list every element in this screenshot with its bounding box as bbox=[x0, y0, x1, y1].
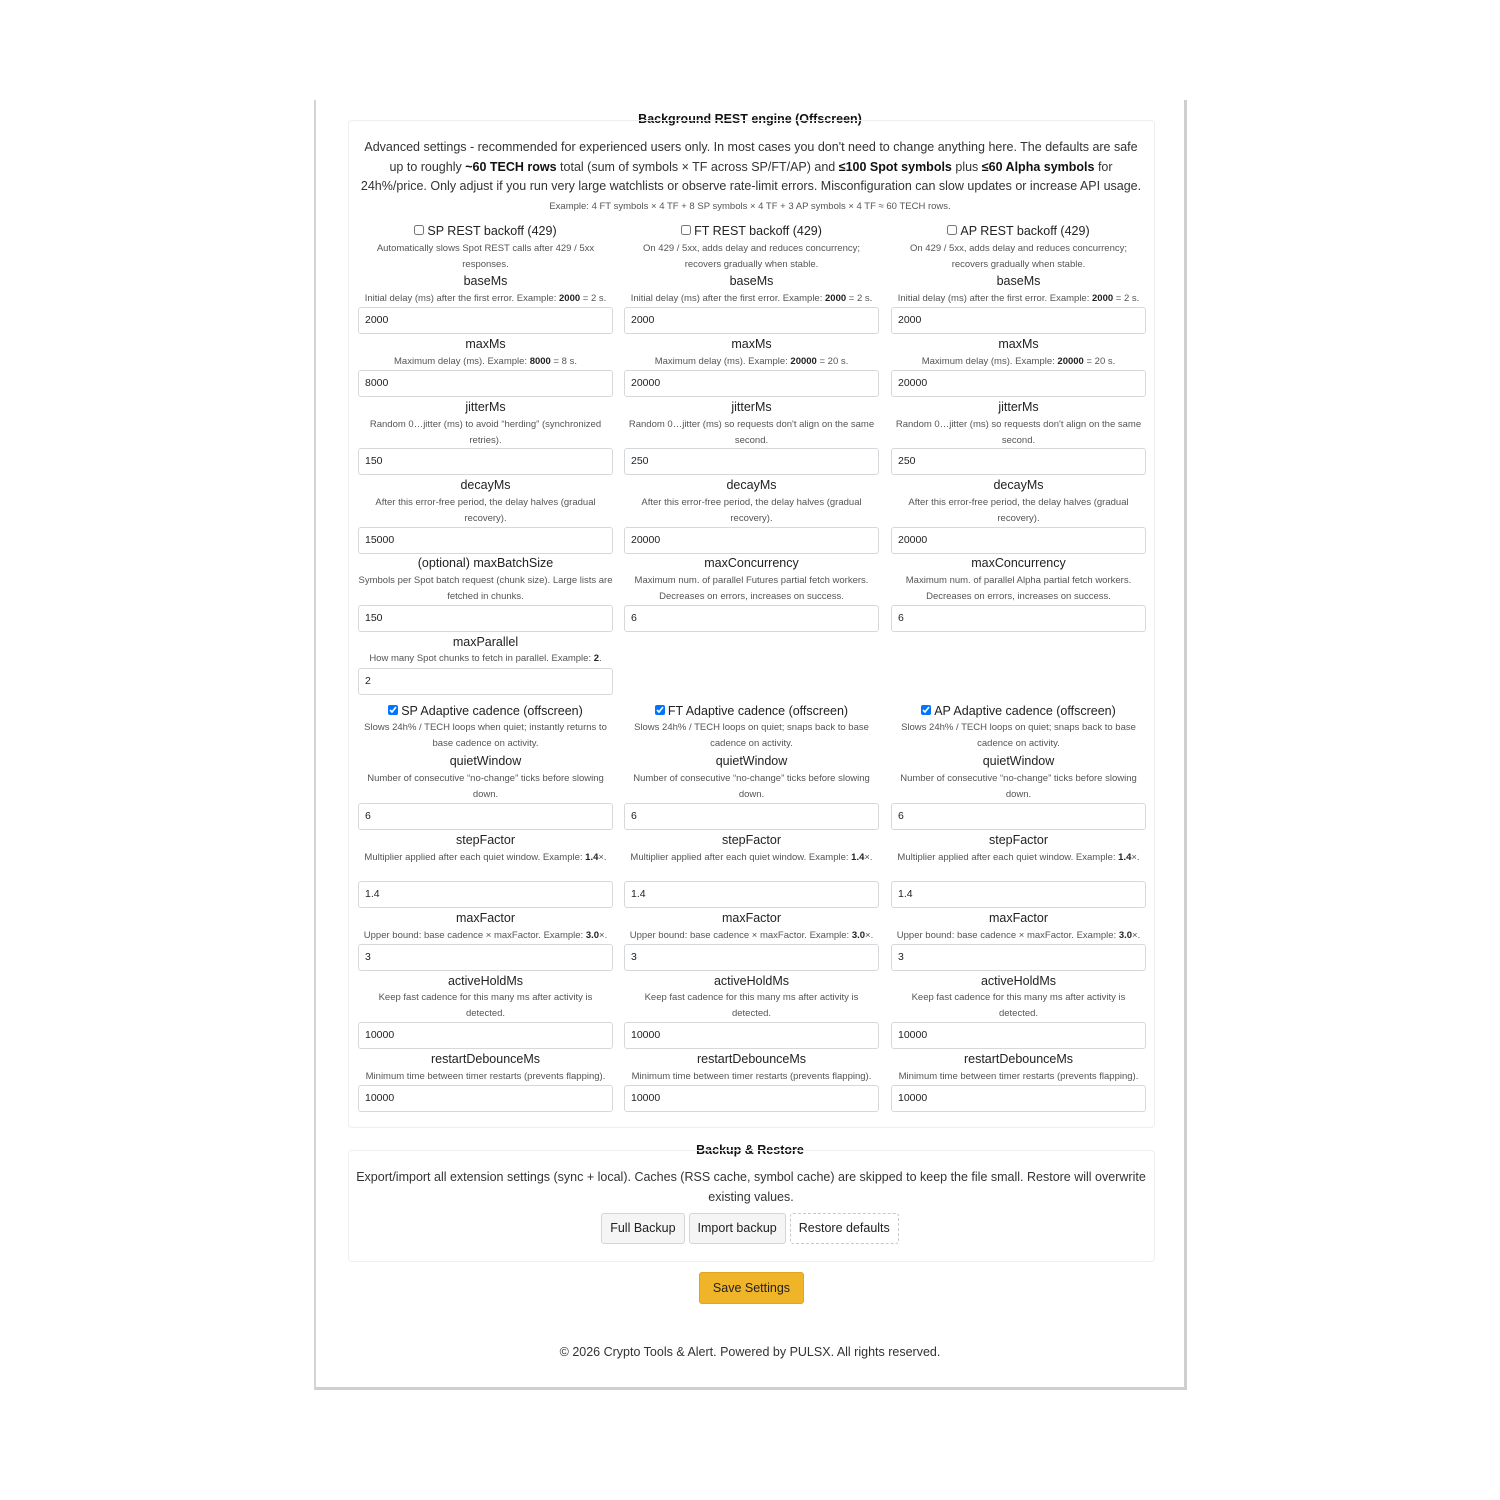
sp-maxfactor-input[interactable]: 3 bbox=[358, 944, 613, 971]
ft-restart-help: Minimum time between timer restarts (prevents flapping). bbox=[631, 1071, 872, 1082]
ap-max-input[interactable]: 20000 bbox=[891, 370, 1146, 397]
ft-jitter-help: Random 0…jitter (ms) so requests don't align on the same second. bbox=[628, 419, 875, 446]
ap-concurrency-help: Maximum num. of parallel Alpha partial fetch workers. Decreases on errors, increases on success. bbox=[905, 575, 1132, 602]
sp-backoff-help: Automatically slows Spot REST calls after 429 / 5xx responses. bbox=[376, 243, 595, 270]
ap-jitter-help: Random 0…jitter (ms) so requests don't align on the same second. bbox=[895, 419, 1142, 446]
backup-title: Backup & Restore bbox=[696, 1143, 804, 1157]
ap-restart-input[interactable]: 10000 bbox=[891, 1085, 1146, 1112]
ft-adaptive-toggle[interactable]: FT Adaptive cadence (offscreen) bbox=[624, 703, 879, 719]
sp-base-help: Initial delay (ms) after the first error. Example: 2000 = 2 s. bbox=[364, 293, 607, 304]
ap-backoff-toggle[interactable]: AP REST backoff (429) bbox=[891, 223, 1146, 239]
ap-base-input[interactable]: 2000 bbox=[891, 307, 1146, 334]
ap-decay-input[interactable]: 20000 bbox=[891, 527, 1146, 554]
sp-restart-label: restartDebounceMs bbox=[430, 1052, 541, 1066]
ft-quiet-help: Number of consecutive “no-change” ticks before slowing down. bbox=[633, 773, 870, 800]
sp-jitter-label: jitterMs bbox=[465, 400, 506, 414]
sp-quiet-help: Number of consecutive “no-change” ticks before slowing down. bbox=[367, 773, 604, 800]
ft-decay-label: decayMs bbox=[726, 478, 777, 492]
ft-concurrency-input[interactable]: 6 bbox=[624, 605, 879, 632]
import-backup-button[interactable]: Import backup bbox=[689, 1213, 786, 1244]
ap-step-input[interactable]: 1.4 bbox=[891, 881, 1146, 908]
ft-hold-input[interactable]: 10000 bbox=[624, 1022, 879, 1049]
settings-page bbox=[314, 100, 1187, 1390]
ap-max-label: maxMs bbox=[998, 337, 1039, 351]
ap-restart-help: Minimum time between timer restarts (prevents flapping). bbox=[898, 1071, 1139, 1082]
ft-adaptive-checkbox[interactable] bbox=[655, 705, 665, 715]
sp-decay-label: decayMs bbox=[460, 478, 511, 492]
ft-decay-help: After this error-free period, the delay halves (gradual recovery). bbox=[641, 497, 862, 524]
ft-step-label: stepFactor bbox=[721, 833, 782, 847]
ap-maxfactor-input[interactable]: 3 bbox=[891, 944, 1146, 971]
ap-step-help: Multiplier applied after each quiet window. Example: 1.4×. bbox=[897, 852, 1140, 863]
ft-concurrency-label: maxConcurrency bbox=[704, 556, 799, 570]
ft-backoff-checkbox[interactable] bbox=[681, 225, 691, 235]
sp-max-input[interactable]: 8000 bbox=[358, 370, 613, 397]
ap-maxfactor-label: maxFactor bbox=[988, 911, 1049, 925]
backup-button-row bbox=[316, 1213, 1184, 1244]
sp-base-label: baseMs bbox=[463, 274, 508, 288]
ap-step-label: stepFactor bbox=[988, 833, 1049, 847]
ft-quiet-input[interactable]: 6 bbox=[624, 803, 879, 830]
ap-hold-input[interactable]: 10000 bbox=[891, 1022, 1146, 1049]
ap-backoff-help: On 429 / 5xx, adds delay and reduces concurrency; recovers gradually when stable. bbox=[909, 243, 1128, 270]
sp-batch-help: Symbols per Spot batch request (chunk size). Large lists are fetched in chunks. bbox=[358, 575, 613, 602]
sp-restart-input[interactable]: 10000 bbox=[358, 1085, 613, 1112]
ft-backoff-toggle[interactable]: FT REST backoff (429) bbox=[624, 223, 879, 239]
ap-base-help: Initial delay (ms) after the first error. Example: 2000 = 2 s. bbox=[897, 293, 1140, 304]
ft-max-help: Maximum delay (ms). Example: 20000 = 20 s. bbox=[654, 356, 849, 367]
ft-max-label: maxMs bbox=[731, 337, 772, 351]
sp-quiet-label: quietWindow bbox=[449, 754, 522, 768]
ap-decay-help: After this error-free period, the delay halves (gradual recovery). bbox=[908, 497, 1129, 524]
footer-copyright: © 2026 Crypto Tools & Alert. Powered by PULSX. All rights reserved. bbox=[559, 1345, 941, 1359]
sp-quiet-input[interactable]: 6 bbox=[358, 803, 613, 830]
save-settings-button[interactable]: Save Settings bbox=[699, 1272, 804, 1304]
sp-batch-label: (optional) maxBatchSize bbox=[417, 556, 554, 570]
ft-jitter-input[interactable]: 250 bbox=[624, 448, 879, 475]
ft-adaptive-help: Slows 24h% / TECH loops on quiet; snaps back to base cadence on activity. bbox=[634, 722, 869, 749]
ft-base-label: baseMs bbox=[729, 274, 774, 288]
ap-backoff-checkbox[interactable] bbox=[947, 225, 957, 235]
sp-backoff-checkbox[interactable] bbox=[414, 225, 424, 235]
ft-hold-label: activeHoldMs bbox=[713, 974, 790, 988]
ap-adaptive-checkbox[interactable] bbox=[921, 705, 931, 715]
ft-base-help: Initial delay (ms) after the first error. Example: 2000 = 2 s. bbox=[630, 293, 873, 304]
ap-adaptive-help: Slows 24h% / TECH loops on quiet; snaps back to base cadence on activity. bbox=[901, 722, 1136, 749]
ap-quiet-input[interactable]: 6 bbox=[891, 803, 1146, 830]
ap-restart-label: restartDebounceMs bbox=[963, 1052, 1074, 1066]
ap-hold-label: activeHoldMs bbox=[980, 974, 1057, 988]
ft-step-input[interactable]: 1.4 bbox=[624, 881, 879, 908]
sp-step-input[interactable]: 1.4 bbox=[358, 881, 613, 908]
ft-step-help: Multiplier applied after each quiet window. Example: 1.4×. bbox=[630, 852, 873, 863]
sp-adaptive-help: Slows 24h% / TECH loops when quiet; instantly returns to base cadence on activity. bbox=[364, 722, 607, 749]
ft-jitter-label: jitterMs bbox=[731, 400, 772, 414]
sp-decay-help: After this error-free period, the delay halves (gradual recovery). bbox=[375, 497, 596, 524]
sp-step-label: stepFactor bbox=[455, 833, 516, 847]
ft-quiet-label: quietWindow bbox=[715, 754, 788, 768]
ft-base-input[interactable]: 2000 bbox=[624, 307, 879, 334]
ap-quiet-label: quietWindow bbox=[982, 754, 1055, 768]
sp-hold-help: Keep fast cadence for this many ms after activity is detected. bbox=[378, 992, 593, 1019]
backup-description: Export/import all extension settings (sync + local). Caches (RSS cache, symbol cache) are skipped to keep the file small. Restore will overwrite existing values. bbox=[356, 1170, 1146, 1204]
sp-backoff-toggle[interactable]: SP REST backoff (429) bbox=[358, 223, 613, 239]
ft-max-input[interactable]: 20000 bbox=[624, 370, 879, 397]
sp-jitter-help: Random 0…jitter (ms) to avoid “herding” (synchronized retries). bbox=[369, 419, 602, 446]
sp-batch-input[interactable]: 150 bbox=[358, 605, 613, 632]
ap-max-help: Maximum delay (ms). Example: 20000 = 20 s. bbox=[921, 356, 1116, 367]
ap-jitter-input[interactable]: 250 bbox=[891, 448, 1146, 475]
restore-defaults-button[interactable]: Restore defaults bbox=[790, 1213, 899, 1244]
rest-engine-intro: Advanced settings - recommended for experienced users only. In most cases you don't need to change anything here. The defaults are safe up to roughly ~60 TECH rows total (sum of symbols × TF across SP/FT/AP) and ≤100 Spot symbols plus ≤60 Alpha symbols for 24h%/price. Only adjust if you run very large watchlists or observe rate-limit errors. Misconfiguration can slow updates or increase API usage. bbox=[360, 140, 1142, 193]
rest-engine-title: Background REST engine (Offscreen) bbox=[638, 112, 862, 126]
ap-maxfactor-help: Upper bound: base cadence × maxFactor. Example: 3.0×. bbox=[896, 930, 1141, 941]
ft-backoff-help: On 429 / 5xx, adds delay and reduces concurrency; recovers gradually when stable. bbox=[642, 243, 861, 270]
sp-step-help: Multiplier applied after each quiet window. Example: 1.4×. bbox=[364, 852, 607, 863]
ft-maxfactor-help: Upper bound: base cadence × maxFactor. Example: 3.0×. bbox=[629, 930, 874, 941]
sp-base-input[interactable]: 2000 bbox=[358, 307, 613, 334]
sp-maxfactor-help: Upper bound: base cadence × maxFactor. Example: 3.0×. bbox=[363, 930, 608, 941]
ap-adaptive-toggle[interactable]: AP Adaptive cadence (offscreen) bbox=[891, 703, 1146, 719]
sp-hold-label: activeHoldMs bbox=[447, 974, 524, 988]
sp-parallel-label: maxParallel bbox=[452, 635, 519, 649]
sp-decay-input[interactable]: 15000 bbox=[358, 527, 613, 554]
sp-parallel-input[interactable]: 2 bbox=[358, 668, 613, 695]
ft-restart-label: restartDebounceMs bbox=[696, 1052, 807, 1066]
ft-maxfactor-input[interactable]: 3 bbox=[624, 944, 879, 971]
ft-maxfactor-label: maxFactor bbox=[721, 911, 782, 925]
sp-hold-input[interactable]: 10000 bbox=[358, 1022, 613, 1049]
sp-adaptive-toggle[interactable]: SP Adaptive cadence (offscreen) bbox=[358, 703, 613, 719]
ap-hold-help: Keep fast cadence for this many ms after activity is detected. bbox=[911, 992, 1126, 1019]
full-backup-button[interactable]: Full Backup bbox=[601, 1213, 684, 1244]
sp-max-help: Maximum delay (ms). Example: 8000 = 8 s. bbox=[394, 356, 577, 367]
sp-maxfactor-label: maxFactor bbox=[455, 911, 516, 925]
ft-restart-input[interactable]: 10000 bbox=[624, 1085, 879, 1112]
ap-concurrency-input[interactable]: 6 bbox=[891, 605, 1146, 632]
ap-decay-label: decayMs bbox=[993, 478, 1044, 492]
sp-adaptive-checkbox[interactable] bbox=[388, 705, 398, 715]
ap-concurrency-label: maxConcurrency bbox=[971, 556, 1066, 570]
sp-parallel-help: How many Spot chunks to fetch in parallel. Example: 2. bbox=[369, 653, 602, 664]
sp-jitter-input[interactable]: 150 bbox=[358, 448, 613, 475]
sp-max-label: maxMs bbox=[465, 337, 506, 351]
rest-engine-example: Example: 4 FT symbols × 4 TF + 8 SP symbols × 4 TF + 3 AP symbols × 4 TF ≈ 60 TECH rows. bbox=[549, 201, 951, 212]
ap-jitter-label: jitterMs bbox=[998, 400, 1039, 414]
sp-restart-help: Minimum time between timer restarts (prevents flapping). bbox=[365, 1071, 606, 1082]
ft-decay-input[interactable]: 20000 bbox=[624, 527, 879, 554]
ft-hold-help: Keep fast cadence for this many ms after activity is detected. bbox=[644, 992, 859, 1019]
ap-base-label: baseMs bbox=[996, 274, 1041, 288]
ap-quiet-help: Number of consecutive “no-change” ticks before slowing down. bbox=[900, 773, 1137, 800]
ft-concurrency-help: Maximum num. of parallel Futures partial fetch workers. Decreases on errors, increases on success. bbox=[634, 575, 869, 602]
